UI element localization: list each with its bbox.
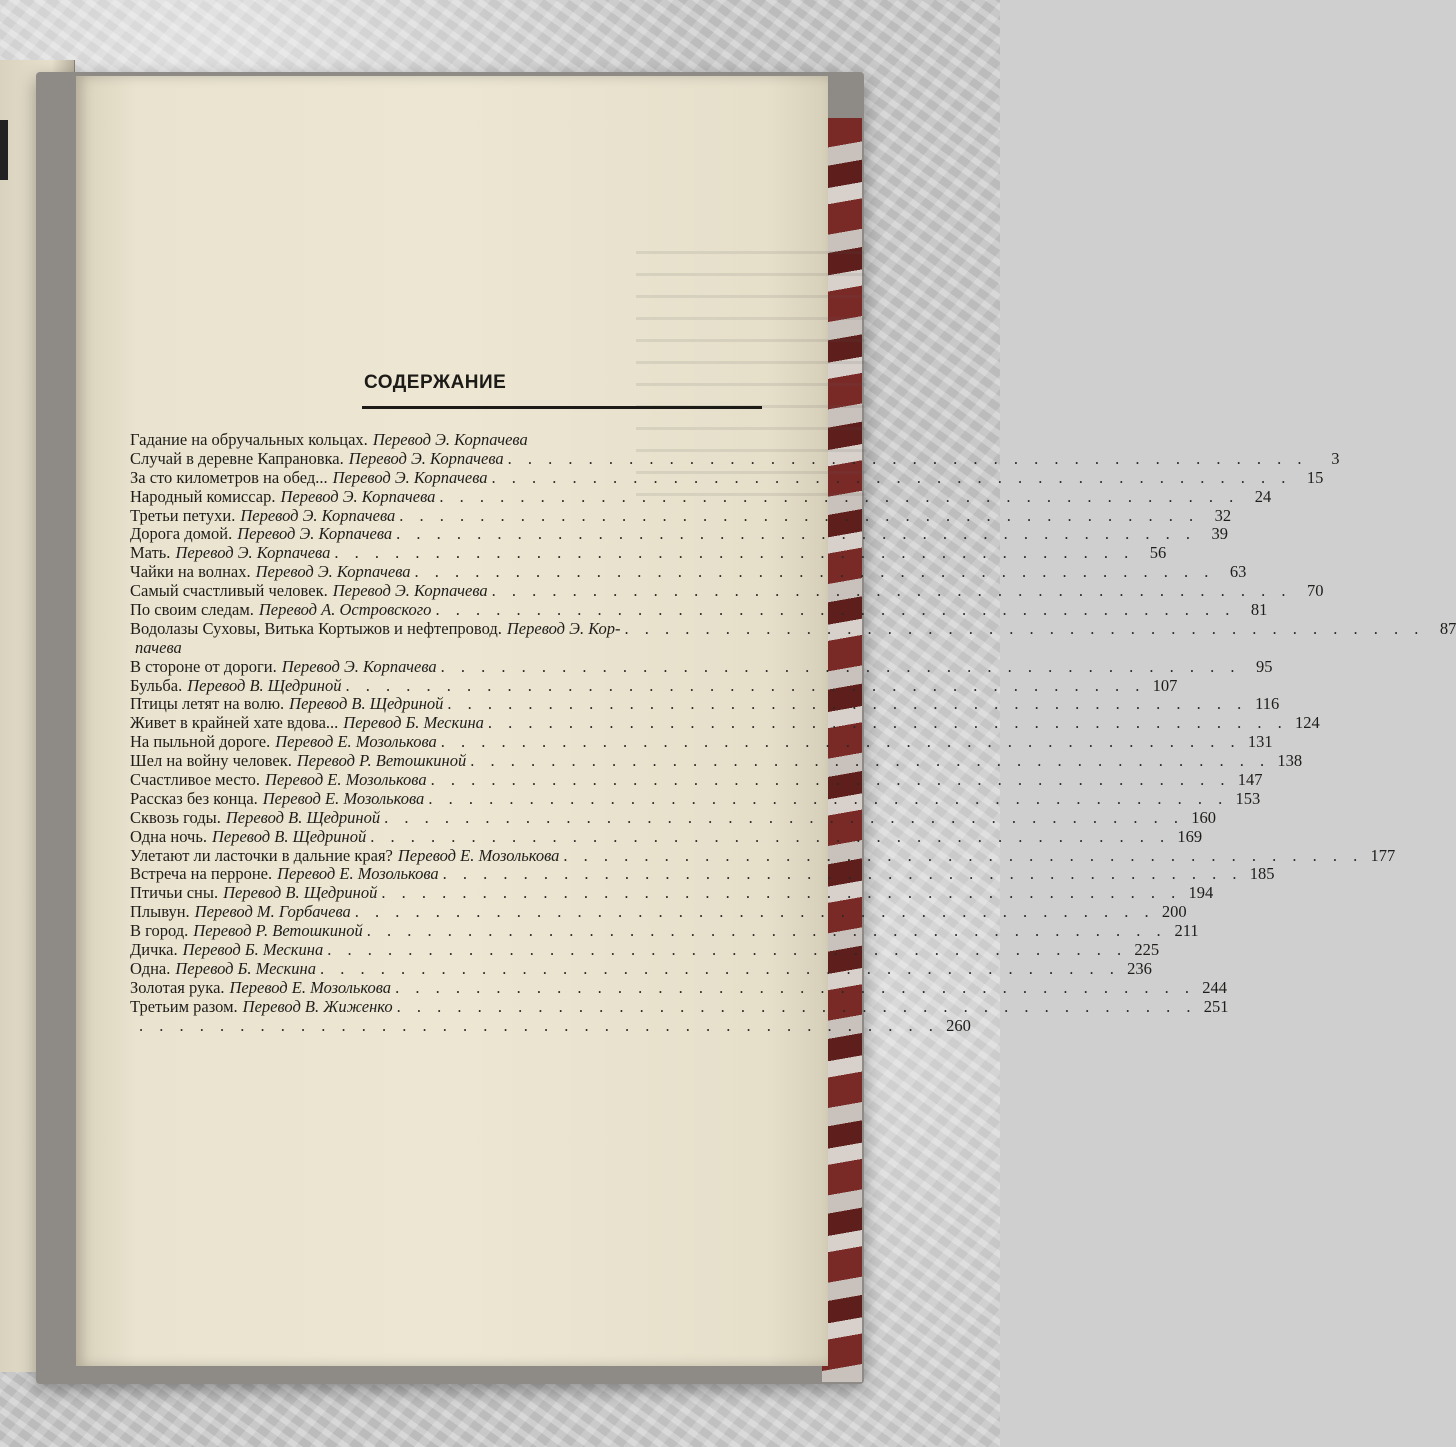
toc-entry-leader-dots: . . . . . . . . . . . . . . . . . . . . . . . . . . . . . . . . . . . . . . . . [507, 448, 1308, 468]
toc-entry-page: 70 [1307, 581, 1324, 601]
toc-entry [130, 902, 1187, 922]
toc-entry-title: Случай в деревне Капрановка. [130, 448, 344, 468]
toc-entry [130, 562, 1247, 582]
toc-entry-title: Птичьи сны. [130, 883, 219, 903]
toc-entry-title: Встреча на перроне. [130, 864, 273, 884]
toc-entry-translator: Перевод Е. Мозолькова [262, 788, 425, 808]
toc-entry [130, 845, 1396, 865]
toc-entry [130, 638, 762, 657]
toc-entry-page: 194 [1188, 883, 1214, 903]
toc-entry-page: 107 [1152, 675, 1178, 695]
toc-entry [130, 807, 1216, 827]
toc-entry-title: В город. [130, 921, 189, 941]
toc-entry-title: Гадание на обручальных кольцах. [130, 430, 368, 449]
toc-entry-translator: Перевод Э. Корпачева [281, 656, 437, 676]
toc-heading-rule [362, 406, 762, 409]
toc-entry-page: 24 [1254, 486, 1272, 506]
toc-entry-page: 138 [1277, 751, 1303, 771]
toc-entry-title: Шел на войну человек. [130, 751, 292, 771]
toc-entry-leader-dots: . . . . . . . . . . . . . . . . . . . . . . . . . . . . . . . . . . . . . . . . [430, 770, 1231, 790]
toc-entry-page: 200 [1161, 902, 1187, 922]
toc-entry-translator: пачева [135, 637, 182, 657]
toc-entry-leader-dots: . . . . . . . . . . . . . . . . . . . . . . . . . . . . . . . . . . . . . . . . [395, 977, 1195, 997]
toc-entry-translator: Перевод Э. Корпачева [240, 505, 396, 525]
toc-entry-page: 81 [1250, 600, 1268, 620]
toc-entry [130, 940, 1160, 960]
toc-entry-leader-dots: . . . . . . . . . . . . . . . . . . . . . . . . . . . . . . . . . . . . . . . . [354, 902, 1155, 922]
toc-entry-leader-dots: . . . . . . . . . . . . . . . . . . . . . . . . . . . . . . . . . . . . . . . . [381, 883, 1182, 903]
toc-entry-translator: Перевод Э. Корпачева [332, 467, 488, 487]
toc-entry-title: Птицы летят на волю. [130, 694, 285, 714]
toc-entry-title: Одна. [130, 958, 171, 978]
toc-entry-title: Дорога домой. [130, 524, 233, 544]
toc-entry-page: 160 [1191, 807, 1216, 827]
toc-entry-translator: Перевод Э. Корпачева [280, 486, 436, 506]
toc-entry [130, 751, 1303, 771]
toc-entry-title: Плывун. [130, 902, 190, 922]
toc-entry [130, 958, 1152, 978]
toc-entry-page: 211 [1174, 921, 1199, 941]
toc-entry-leader-dots: . . . . . . . . . . . . . . . . . . . . . . . . . . . . . . . . . . . . . . . . [366, 921, 1167, 941]
toc-entry-page: 236 [1127, 958, 1152, 978]
toc-entry [130, 788, 1261, 808]
toc-entry-leader-dots: . . . . . . . . . . . . . . . . . . . . . . . . . . . . . . . . . . . . . . . . [624, 618, 1425, 638]
toc-entry-leader-dots: . . . . . . . . . . . . . . . . . . . . . . . . . . . . . . . . . . . . . . . . [428, 788, 1229, 808]
toc-entry-leader-dots: . . . . . . . . . . . . . . . . . . . . . . . . . . . . . . . . . . . . . . . . [384, 807, 1184, 827]
toc-entry-leader-dots: . . . . . . . . . . . . . . . . . . . . . . . . . . . . . . . . . . . . . . . . [435, 600, 1236, 620]
toc-entry-translator: Перевод В. Щедриной [225, 807, 381, 827]
toc-entry [130, 996, 1229, 1016]
toc-entry-title: Самый счастливый человек. [130, 581, 328, 601]
left-page-mark [0, 120, 8, 180]
toc-entry-translator: Перевод В. Щедриной [187, 675, 342, 695]
toc-entry-translator: Перевод Б. Мескина [175, 958, 316, 978]
toc-entry-translator: Перевод Э. Корпачева [255, 562, 411, 582]
toc-entry-leader-dots: . . . . . . . . . . . . . . . . . . . . . . . . . . . . . . . . . . . . . . . . [370, 826, 1171, 846]
toc-entry-page: 169 [1177, 826, 1203, 846]
toc-entry [130, 467, 1324, 487]
toc-entry-leader-dots: . . . . . . . . . . . . . . . . . . . . . . . . . . . . . . . . . . . . . . . . [487, 713, 1288, 733]
toc-entry [130, 826, 1203, 846]
toc-entry-leader-dots: . . . . . . . . . . . . . . . . . . . . . . . . . . . . . . . . . . . . . . . . [447, 694, 1248, 714]
toc-entry-leader-dots: . . . . . . . . . . . . . . . . . . . . . . . . . . . . . . . . . . . . . . . . [399, 505, 1200, 525]
toc-entry-leader-dots: . . . . . . . . . . . . . . . . . . . . . . . . . . . . . . . . . . . . . . . . [491, 467, 1292, 487]
toc-entry-page: 260 [946, 1015, 971, 1035]
toc-entry-translator: Перевод Е. Мозолькова [265, 770, 427, 790]
toc-entry-leader-dots: . . . . . . . . . . . . . . . . . . . . . . . . . . . . . . . . . . . . . . . . [396, 524, 1196, 544]
toc-entry [130, 656, 1273, 676]
toc-entry-translator: Перевод Е. Мозолькова [397, 845, 560, 865]
toc-entry-title: Сквозь годы. [130, 807, 221, 827]
toc-entry-title: Мать. [130, 543, 171, 563]
toc-entry-page: 153 [1235, 788, 1261, 808]
toc-entry-leader-dots: . . . . . . . . . . . . . . . . . . . . . . . . . . . . . . . . . . . . . . . . [439, 486, 1240, 506]
toc-heading: СОДЕРЖАНИЕ [364, 372, 507, 393]
toc-entry [130, 864, 1275, 884]
toc-entry [130, 448, 1340, 468]
toc-entry-translator: Перевод Е. Мозолькова [275, 732, 437, 752]
toc-entry-page: 15 [1306, 467, 1324, 487]
toc-entry-leader-dots: . . . . . . . . . . . . . . . . . . . . . . . . . . . . . . . . . . . . . . . . [442, 864, 1243, 884]
toc-entry-page: 87 [1439, 618, 1456, 638]
toc-entry-title: По своим следам. [130, 600, 254, 620]
toc-entry-translator: Перевод Э. Корпачева [175, 543, 331, 563]
toc-entry-page: 147 [1237, 770, 1263, 790]
toc-entry-page: 3 [1331, 448, 1340, 468]
toc-entry-title: Рассказ без конца. [130, 788, 258, 808]
toc-entry-title: Чайки на волнах. [130, 562, 251, 582]
toc-entry-leader-dots: . . . . . . . . . . . . . . . . . . . . . . . . . . . . . . . . . . . . . . . . [470, 751, 1271, 771]
toc-entry-page: 39 [1211, 524, 1228, 544]
toc-entry-title: Третьи петухи. [130, 505, 236, 525]
toc-entry-translator: Перевод Э. Корпачева [332, 581, 488, 601]
toc-entry-leader-dots: . . . . . . . . . . . . . . . . . . . . . . . . . . . . . . . . . . . . . . . . [491, 581, 1292, 601]
toc-entry [130, 694, 1280, 714]
toc-entry-title: Дичка. [130, 940, 178, 960]
toc-entry-page: 63 [1229, 562, 1247, 582]
toc-entry-leader-dots: . . . . . . . . . . . . . . . . . . . . . . . . . . . . . . . . . . . . . . . . [319, 958, 1120, 978]
toc-entry [130, 675, 1178, 695]
toc-entry [130, 430, 762, 449]
toc-entry-leader-dots: . . . . . . . . . . . . . . . . . . . . . . . . . . . . . . . . . . . . . . . . [139, 1015, 939, 1035]
toc-entry-title: Водолазы Суховы, Витька Кортыжов и нефтепровод. [130, 618, 502, 638]
toc-entry-translator: Перевод Б. Мескина [182, 940, 324, 960]
toc-entry-page: 116 [1255, 694, 1280, 714]
toc-entry-translator: Перевод Р. Ветошкиной [296, 751, 467, 771]
toc-entry [130, 883, 1214, 903]
toc-entry-leader-dots: . . . . . . . . . . . . . . . . . . . . . . . . . . . . . . . . . . . . . . . . [334, 543, 1135, 563]
toc-entry [130, 600, 1268, 620]
toc-entry [130, 1015, 971, 1035]
toc-entry-leader-dots: . . . . . . . . . . . . . . . . . . . . . . . . . . . . . . . . . . . . . . . . [440, 732, 1241, 752]
toc-entry [130, 543, 1167, 563]
toc-entry-leader-dots: . . . . . . . . . . . . . . . . . . . . . . . . . . . . . . . . . . . . . . . . [563, 845, 1364, 865]
toc-entry-translator: Перевод Э. Корпачева [237, 524, 393, 544]
toc-entry-page: 177 [1370, 845, 1396, 865]
toc-entry-page: 56 [1149, 543, 1167, 563]
toc-entry-leader-dots: . . . . . . . . . . . . . . . . . . . . . . . . . . . . . . . . . . . . . . . . [396, 996, 1197, 1016]
toc-entry-translator: Перевод В. Щедриной [223, 883, 378, 903]
toc-entry-translator: Перевод Э. Корпачева [372, 430, 528, 449]
toc-entry-title: Счастливое место. [130, 770, 261, 790]
toc-entry-title: В стороне от дороги. [130, 656, 277, 676]
toc-entry-translator: Перевод Е. Мозолькова [229, 977, 392, 997]
toc-entry-page: 244 [1202, 977, 1227, 997]
toc-entry-title: Бульба. [130, 675, 183, 695]
toc-entry-translator: Перевод Б. Мескина [343, 713, 484, 733]
toc-entry [130, 505, 1232, 525]
toc-entry-page: 185 [1249, 864, 1275, 884]
toc-entry-translator: Перевод Р. Ветошкиной [193, 921, 363, 941]
toc-entry [130, 524, 1228, 544]
toc-entry-title: На пыльной дороге. [130, 732, 271, 752]
toc-entry-title: Живет в крайней хате вдова... [130, 713, 339, 733]
toc-entry-translator: Перевод В. Жиженко [242, 996, 393, 1016]
toc-entry-page: 124 [1295, 713, 1320, 733]
toc-entry-page: 251 [1203, 996, 1229, 1016]
toc-entry [130, 977, 1227, 997]
toc-entry [130, 713, 1320, 733]
toc-entry-title: За сто километров на обед... [130, 467, 328, 487]
toc-entry-translator: Перевод Э. Корпачева [348, 448, 504, 468]
toc-entry-page: 131 [1247, 732, 1273, 752]
toc-entry-title: Третьим разом. [130, 996, 238, 1016]
toc-entry-title: Народный комиссар. [130, 486, 276, 506]
toc-entry-translator: Перевод М. Горбачева [194, 902, 351, 922]
toc-entry [130, 486, 1272, 506]
toc-entry-title: Одна ночь. [130, 826, 207, 846]
toc-entry-translator: Перевод Э. Кор- [506, 618, 621, 638]
toc-entry-translator: Перевод В. Щедриной [289, 694, 444, 714]
toc-entry-page: 32 [1214, 505, 1232, 525]
toc-entry-page: 225 [1134, 940, 1160, 960]
toc-entry-title: Улетают ли ласточки в дальние края? [130, 845, 393, 865]
toc-entry-page: 95 [1256, 656, 1273, 676]
table-of-contents [130, 430, 1456, 1035]
toc-entry-title: Золотая рука. [130, 977, 225, 997]
toc-entry-leader-dots: . . . . . . . . . . . . . . . . . . . . . . . . . . . . . . . . . . . . . . . . [345, 675, 1146, 695]
toc-entry-leader-dots: . . . . . . . . . . . . . . . . . . . . . . . . . . . . . . . . . . . . . . . . [414, 562, 1215, 582]
toc-entry [130, 581, 1324, 601]
toc-entry [130, 732, 1273, 752]
toc-entry-translator: Перевод В. Щедриной [211, 826, 367, 846]
toc-entry [130, 618, 1456, 638]
toc-entry-leader-dots: . . . . . . . . . . . . . . . . . . . . . . . . . . . . . . . . . . . . . . . . [327, 940, 1128, 960]
toc-entry [130, 921, 1199, 941]
toc-entry [130, 770, 1263, 790]
toc-entry-leader-dots: . . . . . . . . . . . . . . . . . . . . . . . . . . . . . . . . . . . . . . . . [440, 656, 1241, 676]
toc-entry-translator: Перевод А. Островского [258, 600, 432, 620]
toc-entry-translator: Перевод Е. Мозолькова [277, 864, 439, 884]
